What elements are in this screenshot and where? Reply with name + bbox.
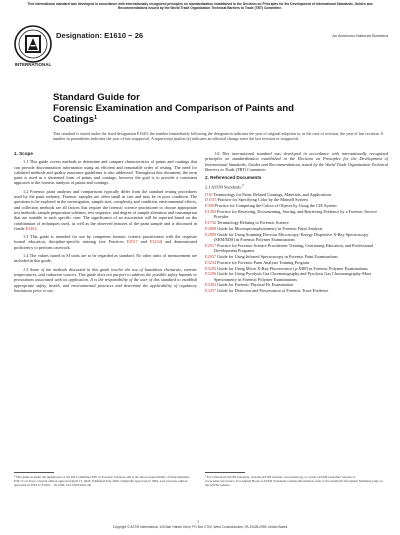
title-line-2: Forensic Examination and Comparison of Paints and (53, 103, 294, 115)
reference-code-link[interactable]: E2808 (205, 225, 217, 231)
title-footnote-mark: 1 (94, 115, 98, 122)
para-1-3-end: ) and demonstrated proficiency to perform casework. (14, 239, 198, 250)
wto-notice: This international standard was developed in accordance with internationally recognized principles on standardization established in the Decision on Principles for the Development of International Standards, Guides and Recommendations issued by the World Trade Organization Technical Barriers to Trade (TBT) Committee. (27, 2, 373, 11)
reference-code-link[interactable]: E2937 (205, 253, 217, 259)
reference-title: Guide for Using Pyrolysis Gas Chromatography and Pyrolysis Gas Chromatography-Mass Spectrometry in Forensic Polymer Examinations (214, 271, 372, 282)
link-e3234[interactable]: E3234 (149, 239, 161, 245)
reference-code-link[interactable]: E308 (205, 203, 214, 209)
reference-item (205, 266, 388, 271)
reference-item (205, 203, 388, 208)
reference-code-link[interactable]: E1492 (205, 209, 217, 215)
reference-title: Practice for Computing the Colors of Objects by Using the CIE System (213, 203, 337, 209)
reference-item (205, 243, 388, 254)
reference-code-link[interactable]: D1535 (205, 197, 217, 203)
para-1-5: 1.5 Some of the methods discussed in this guide involve the use of hazardous chemicals, extreme temperatures, and radiation sources. This guide does not purport to address the possible safety hazards or precautions associated with its application. It is the responsibility of the user of this standard to establish appropriate safety, health, and environmental practices and determine the applicability of regulatory limitations prior to use. (14, 266, 197, 293)
footnote-2: ² For referenced ASTM standards, visit the ASTM website, www.astm.org, or contact ASTM Customer Service at www.astm.org/contact. For Annual Book of ASTM Standards volume information, refer to the standard's Document Summary page on the ASTM website. (205, 475, 383, 488)
reference-title: Practice for Specifying Color by the Munsell System (216, 197, 308, 203)
reference-title: Guide for Using Scanning Electron Microscopy/ Energy Dispersive X-Ray Spectroscopy (SEM/EDS) in Forensic Polymer Examinations (214, 231, 369, 243)
para-1-3-text: 1.3 This guide is intended for use by competent forensic science practitioners with the requisite formal education, discipline-specific training (see Practices (14, 234, 197, 245)
reference-title: Guide for Forensic Physical Fit Examination (216, 282, 294, 288)
reference-code-link[interactable]: E2917 (205, 242, 217, 248)
reference-item (205, 282, 388, 287)
reference-list (205, 192, 388, 294)
title-line-3 (53, 114, 353, 125)
designation: Designation: E1610 − 26 (56, 31, 144, 40)
para-1-1: 1.1 This guide covers methods to determine and compare characteristics of paints and coatings that can provide discrimination information using an efficient and reasonable order of testing. The need for validated methods and quality assurance guidelines is also addressed. Throughout this document, the term paint is used as a shortened form of paints and coatings, however the goal is to provide a consistent approach to the forensic analysis of paints and coatings. (14, 159, 197, 186)
reference-code-link[interactable]: D16 (205, 191, 213, 197)
svg-text:INTERNATIONAL: INTERNATIONAL (14, 62, 52, 67)
para-1-3-mid: and (137, 239, 150, 245)
reference-title: Practice for Receiving, Documenting, Storing, and Retrieving Evidence by a Forensic Service Provider (214, 209, 377, 220)
reference-item (205, 271, 388, 282)
reference-item (205, 260, 388, 265)
para-1-2 (14, 189, 197, 231)
link-e3462[interactable]: E3462 (25, 225, 37, 231)
reference-item (205, 209, 388, 220)
document-title (53, 92, 353, 126)
copyright-line: Copyright © ASTM International, 100 Barr Harbor Drive, PO Box C700, West Conshohocken, PA 19428-2959. United States (112, 525, 288, 529)
para-1-2-text: 1.2 Forensic paint analyses and comparisons typically differ from the standard testing procedures used by the paint industry. Forensic samples are often small in size and may be in poor condition. The questions to be explored in the investigation, sample size, complexity and condition, environmental effects, and collection methods are all factors that require the forensic science practitioner to choose appropriate test methods, sample preparation schemes, test sequence, and degree of sample alteration and consumption that are suitable to each specific case. The significance of an association will be reported based on the combination of techniques used, as well as the observed features of the paint sample and is discussed in Guide (14, 188, 197, 231)
right-column (205, 151, 388, 294)
footnote-rule-right (205, 472, 245, 473)
title-line-1: Standard Guide for (53, 92, 140, 103)
american-national-standard-label: An American National Standard (332, 33, 388, 38)
reference-code-link[interactable]: E3457 (205, 288, 217, 294)
reference-title: Guide for Using Micro X-Ray Fluorescence (μ-XRF) in Forensic Polymer Examinations (216, 265, 368, 271)
left-column (14, 151, 197, 296)
reference-title: Practice for Forensic Paint Analysis Training Program (216, 259, 310, 265)
reference-item (205, 192, 388, 197)
reference-title: Practice for Forensic Science Practitioner Training, Continuing Education, and Professional Development Programs (214, 242, 374, 254)
reference-title: Guide for Microspectrophotometry in Forensic Paint Analysis (216, 225, 323, 231)
para-1-6: 1.6 This international standard was developed in accordance with internationally recognized principles on standardization established in the Decision on Principles for the Development of International Standards, Guides and Recommendations issued by the World Trade Organization Technical Barriers to Trade (TBT) Committee. (205, 151, 388, 172)
reference-code-link[interactable]: E3296 (205, 271, 217, 277)
reference-code-link[interactable]: E3392 (205, 282, 217, 288)
para-1-4: 1.4 The values stated in SI units are to be regarded as standard. No other units of measurement are included in this guide. (14, 253, 197, 264)
reference-code-link[interactable]: E3295 (205, 265, 217, 271)
astm-logo-icon (13, 22, 53, 67)
reference-code-link[interactable]: E3234 (205, 259, 217, 265)
footnote-rule-left (14, 472, 54, 473)
reference-item (205, 254, 388, 259)
reference-item (205, 197, 388, 202)
scope-heading: 1. Scope (14, 151, 33, 156)
astm-standards-label (205, 183, 388, 190)
para-1-2-end: . (36, 225, 38, 231)
reference-item (205, 226, 388, 231)
reference-title: Terminology Relating to Forensic Science (216, 220, 289, 226)
reference-item (205, 220, 388, 225)
reference-title: Guide for Using Infrared Spectroscopy in Forensic Paint Examinations (216, 253, 338, 259)
page-number: 1 (197, 519, 199, 524)
reference-title: Terminology for Paint, Related Coatings, Materials, and Applications (212, 191, 332, 197)
reference-item (205, 232, 388, 243)
reference-title: Guide for Detection and Preservation of Forensic Trace Evidence (216, 288, 329, 294)
reference-code-link[interactable]: E2809 (205, 231, 217, 237)
reference-item (205, 288, 388, 293)
para-1-3 (14, 234, 197, 250)
issue-note: This standard is issued under the fixed designation E1610; the number immediately following the designation indicates the year of original adoption or, in the case of revision, the year of last revision. A number in parentheses indicates the year of last reapproval. A superscript epsilon (ε) indicates an editorial change since the last revision or reapproval. (53, 131, 384, 141)
astm-standards-text: 2.1 ASTM Standards: (205, 184, 242, 190)
title-line-3-text: Coatings (53, 114, 95, 126)
astm-standards-footnote-mark: 2 (241, 183, 244, 188)
reference-code-link[interactable]: E1732 (205, 220, 217, 226)
link-e2917[interactable]: E2917 (126, 239, 138, 245)
referenced-documents-heading: 2. Referenced Documents (205, 175, 262, 181)
footnote-1: ¹ This guide is under the jurisdiction of ASTM Committee E30 on Forensic Sciences and is the direct responsibility of Subcommittee E30.15 on Trace. Current edition approved April 15, 2026. Published July 2026. Originally approved in 1994. Last previous edition approved in 2018 as E1610 – 18. DOI: 10.1520/E1610-26. (14, 475, 190, 488)
